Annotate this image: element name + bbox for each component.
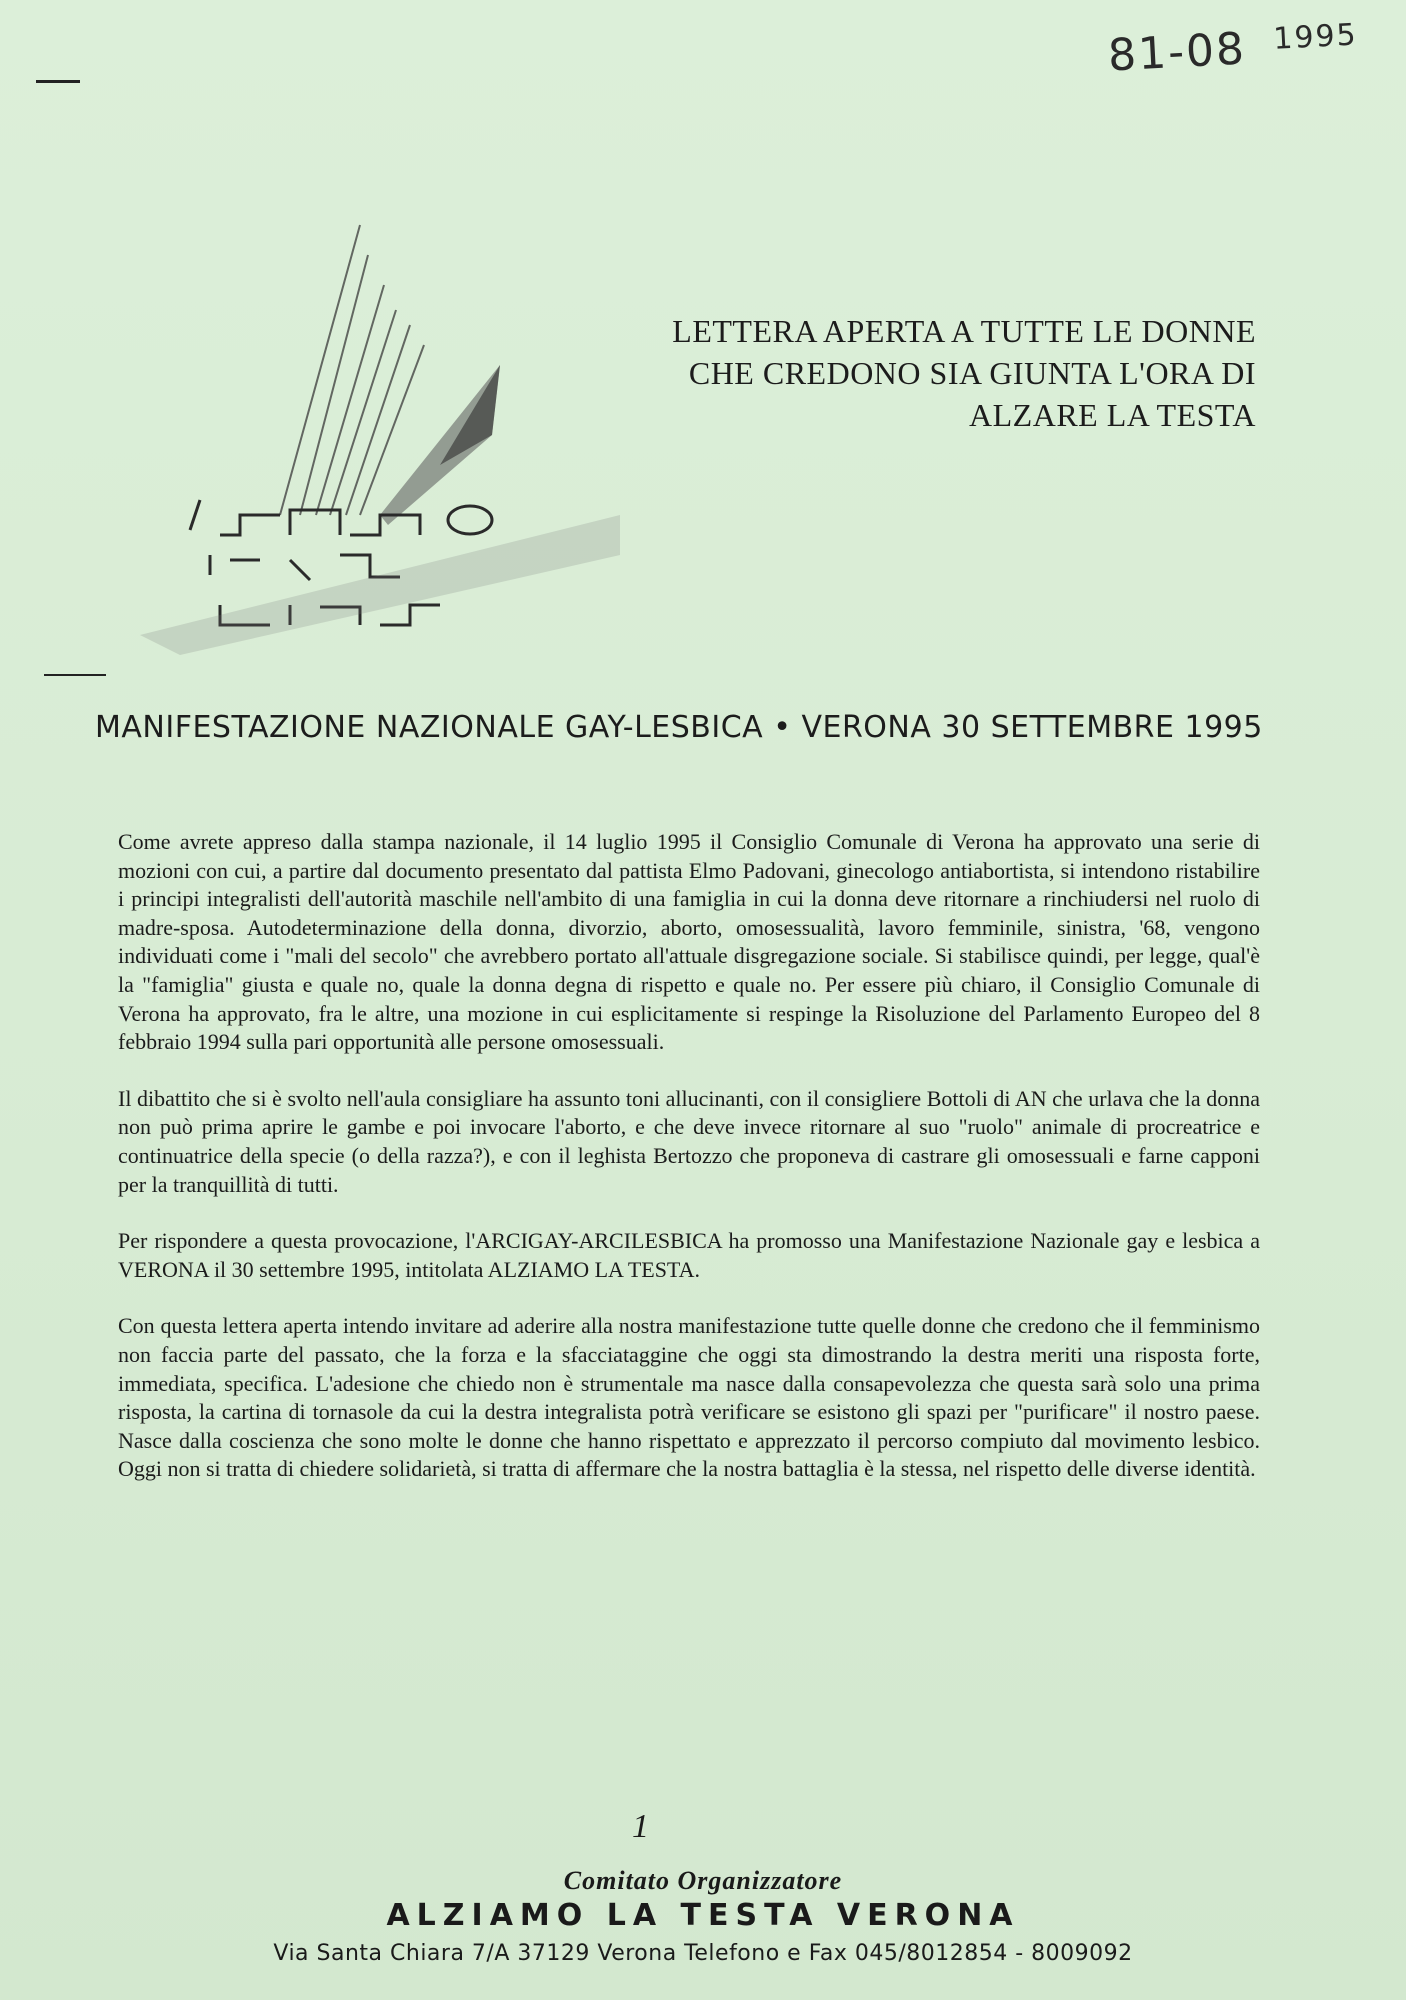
footer-organization: ALZIAMO LA TESTA VERONA	[386, 1898, 1020, 1933]
letter-body	[118, 828, 1260, 1512]
footer	[0, 1866, 1406, 1966]
handwritten-code: 81-08	[1106, 23, 1247, 82]
paragraph-1: Come avrete appreso dalla stampa nazionale, il 14 luglio 1995 il Consiglio Comunale di Verona ha approvato una serie di mozioni con cui, a partire dal documento presentato dal pattista Elmo Padovani, ginecologo antiabortista, si intendono ristabilire i principi integralisti dell'autorità maschile nell'ambito di una famiglia in cui la donna deve ritornare a rinchiudersi nel ruolo di madre-sposa. Autodeterminazione della donna, divorzio, aborto, omosessualità, lavoro femminile, sinistra, '68, vengono individuati come i "mali del secolo" che avrebbero portato all'attuale disgregazione sociale. Si stabilisce quindi, per legge, qual'è la "famiglia" giusta e quale no, quale la donna degna di rispetto e quale no. Per essere più chiaro, il Consiglio Comunale di Verona ha approvato, fra le altre, una mozione in cui esplicitamente si respinge la Risoluzione del Parlamento Europeo del 8 febbraio 1994 sulla pari opportunità alle persone omosessuali.	[118, 829, 1260, 1055]
alziamo-la-testa-logo	[140, 215, 620, 655]
letter-title-line-3: ALZARE LA TESTA	[969, 397, 1256, 433]
letter-title-line-2: CHE CREDONO SIA GIUNTA L'ORA DI	[688, 355, 1256, 391]
letter-title-line-1: LETTERA APERTA A TUTTE LE DONNE	[672, 313, 1256, 349]
handwritten-note	[1107, 17, 1360, 81]
paragraph-4: Con questa lettera aperta intendo invitare ad aderire alla nostra manifestazione tutte quelle donne che credono che il femminismo non faccia parte del passato, che la forza e la sfacciataggine che oggi sta dimostrando la destra meriti una risposta forte, immediata, specifica. L'adesione che chiedo non è strumentale ma nasce dalla consapevolezza che questa sarà solo una prima risposta, la cartina di tornasole da cui la destra integralista potrà verificare se esistono gli spazi per "purificare" il nostro paese. Nasce dalla coscienza che sono molte le donne che hanno rispettato e apprezzato il percorso compiuto dal movimento lesbico. Oggi non si tratta di chiedere solidarietà, si tratta di affermare che la nostra battaglia è la stessa, nel rispetto delle diverse identità.	[118, 1313, 1260, 1482]
page-number: 1	[632, 1808, 649, 1845]
handwritten-year: 1995	[1272, 17, 1359, 57]
margin-mark-top	[36, 80, 80, 83]
paragraph-2: Il dibattito che si è svolto nell'aula consigliare ha assunto toni allucinanti, con il consigliere Bottoli di AN che urlava che la donna non può prima aprire le gambe e poi invocare l'aborto, e che deve invece ritornare al suo "ruolo" animale di procreatrice e continuatrice della specie (o della razza?), e con il leghista Bertozzo che proponeva di castrare gli omosessuali e farne capponi per la tranquillità di tutti.	[118, 1085, 1260, 1197]
event-banner: MANIFESTAZIONE NAZIONALE GAY-LESBICA • VERONA 30 SETTEMBRE 1995	[95, 710, 1263, 745]
margin-mark-middle	[44, 674, 106, 676]
footer-committee: Comitato Organizzatore	[563, 1866, 843, 1895]
paragraph-3: Per rispondere a questa provocazione, l'ARCIGAY-ARCILESBICA ha promosso una Manifestazione Nazionale gay e lesbica a VERONA il 30 settembre 1995, intitolata ALZIAMO LA TESTA.	[118, 1228, 1260, 1282]
footer-address: Via Santa Chiara 7/A 37129 Verona Telefono e Fax 045/8012854 - 8009092	[273, 1941, 1133, 1966]
letter-title	[672, 310, 1256, 436]
